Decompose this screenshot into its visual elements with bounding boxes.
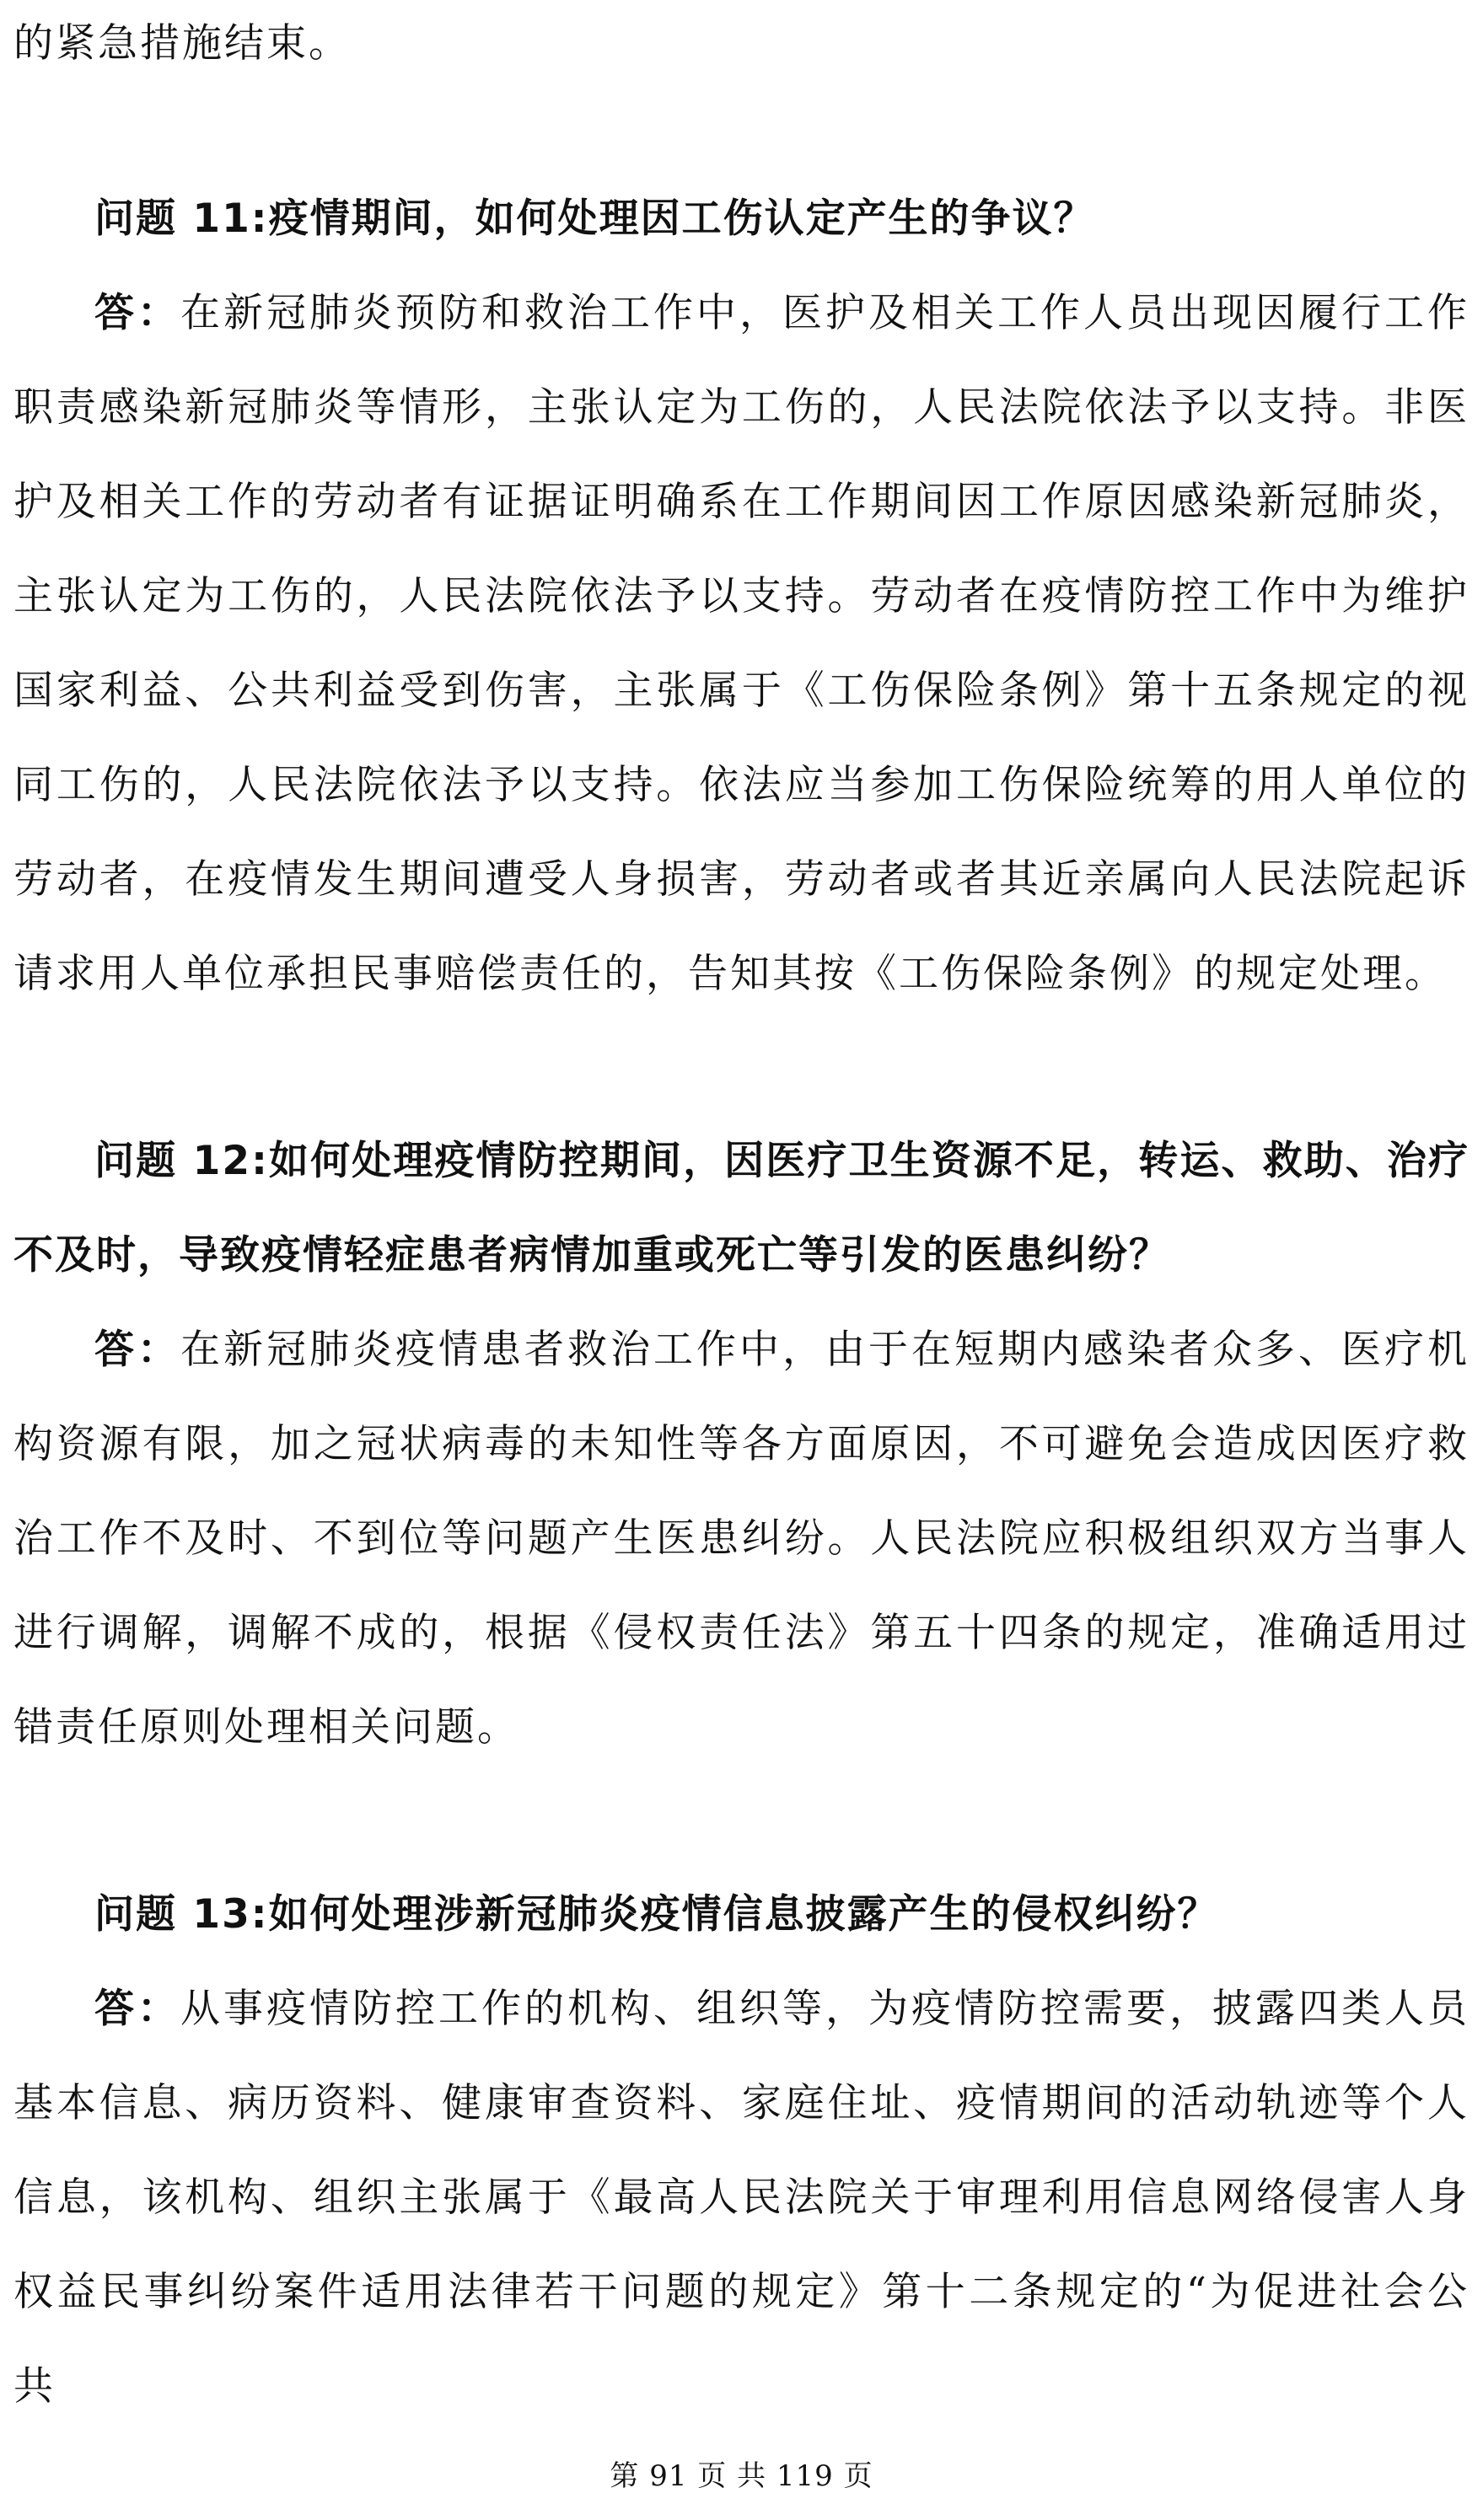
answer-13-text: 从事疫情防控工作的机构、组织等，为疫情防控需要，披露四类人员基本信息、病历资料、健康审查资料、家庭住址、疫情期间的活动轨迹等个人信息，该机构、组织主张属于《最高人民法院关于审理利用信息网络侵害人身权益民事纠纷案件适用法律若干问题的规定》第十二条规定的“为促进社会公共 bbox=[13, 1986, 1470, 2410]
document-body bbox=[13, 0, 1470, 2434]
answer-label: 答： bbox=[94, 1986, 180, 2032]
question-11-heading: 问题 11:疫情期间，如何处理因工伤认定产生的争议？ bbox=[94, 196, 1095, 242]
section-spacer bbox=[13, 88, 1470, 172]
section-spacer bbox=[13, 1021, 1470, 1114]
answer-13-paragraph bbox=[13, 1962, 1470, 2434]
answer-12-paragraph bbox=[13, 1303, 1470, 1775]
section-spacer bbox=[13, 1775, 1470, 1868]
answer-12-text: 在新冠肺炎疫情患者救治工作中，由于在短期内感染者众多、医疗机构资源有限，加之冠状病毒的未知性等各方面原因，不可避免会造成因医疗救治工作不及时、不到位等问题产生医患纠纷。人民法院应积极组织双方当事人进行调解，调解不成的，根据《侵权责任法》第五十四条的规定，准确适用过错责任原则处理相关问题。 bbox=[13, 1327, 1470, 1751]
continuation-paragraph: 的紧急措施结束。 bbox=[13, 20, 351, 67]
question-13-heading: 问题 13:如何处理涉新冠肺炎疫情信息披露产生的侵权纠纷？ bbox=[94, 1891, 1219, 1938]
answer-label: 答： bbox=[94, 290, 180, 336]
question-12-heading: 问题 12:如何处理疫情防控期间，因医疗卫生资源不足，转运、救助、治疗不及时，导致疫情轻症患者病情加重或死亡等引发的医患纠纷？ bbox=[13, 1138, 1470, 1279]
answer-label: 答： bbox=[94, 1327, 180, 1373]
answer-11-text: 在新冠肺炎预防和救治工作中，医护及相关工作人员出现因履行工作职责感染新冠肺炎等情形，主张认定为工伤的，人民法院依法予以支持。非医护及相关工作的劳动者有证据证明确系在工作期间因工作原因感染新冠肺炎，主张认定为工伤的，人民法院依法予以支持。劳动者在疫情防控工作中为维护国家利益、公共利益受到伤害，主张属于《工伤保险条例》第十五条规定的视同工伤的，人民法院依法予以支持。依法应当参加工伤保险统筹的用人单位的劳动者，在疫情发生期间遭受人身损害，劳动者或者其近亲属向人民法院起诉请求用人单位承担民事赔偿责任的，告知其按《工伤保险条例》的规定处理。 bbox=[13, 290, 1470, 997]
page-number-footer: 第 91 页 共 119 页 bbox=[610, 2459, 873, 2493]
answer-11-paragraph bbox=[13, 266, 1470, 1021]
